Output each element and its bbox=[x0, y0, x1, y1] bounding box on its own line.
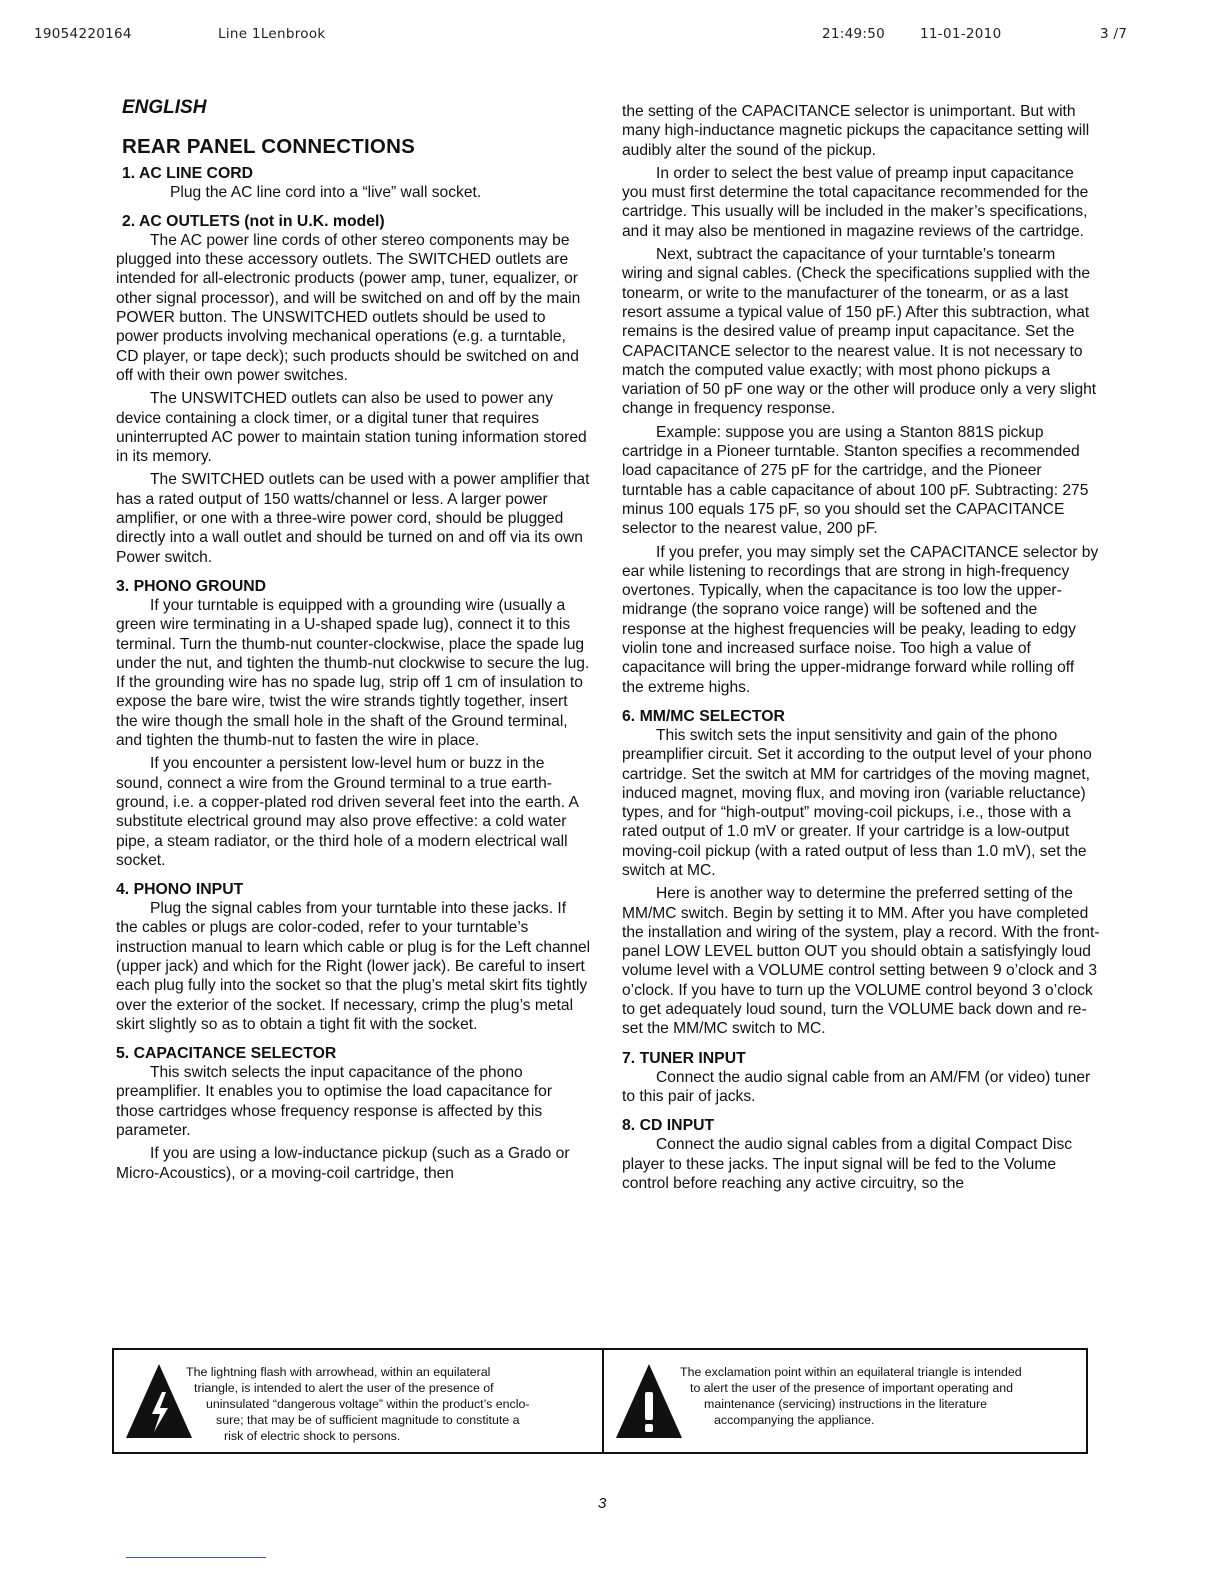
warning-line: maintenance (servicing) instructions in the literature bbox=[704, 1397, 988, 1411]
language-label: ENGLISH bbox=[122, 97, 207, 118]
bottom-rule bbox=[126, 1557, 266, 1558]
paragraph: Plug the signal cables from your turntable into these jacks. If the cables or plugs are color-coded, refer to your turntable’s instruction manual to learn which cable or plug is for the Left channel (upper jack) and which for the Right (lower jack). Be careful to insert each plug fully into the socket so that the plug’s metal skirt fits tightly over the exterior of the socket. If necessary, crimp the plug’s metal skirt slightly so as to obtain a tight fit with the socket. bbox=[116, 900, 591, 1033]
paragraph: The AC power line cords of other stereo components may be plugged into these accessory outlets. The SWITCHED outlets are intended for all-electronic products (power amp, tuner, equalizer, or other signal processor), and will be switched on and off by the main POWER button. The UNSWITCHED outlets should be used to power products involving mechanical operations (e.g. a turntable, CD player, or tape deck); such products should be switched on and off with their own power switches. bbox=[116, 231, 581, 384]
paragraph: The UNSWITCHED outlets can also be used to power any device containing a clock timer, or a digital tuner that requires uninterrupted AC power to maintain station tuning information stored in its memory. bbox=[116, 390, 587, 466]
page-number: 3 bbox=[598, 1495, 607, 1512]
paragraph: If you are using a low-inductance pickup (such as a Grado or Micro-Acoustics), or a moving-coil cartridge, then bbox=[116, 1145, 570, 1182]
warning-line: triangle, is intended to alert the user of the presence of bbox=[194, 1381, 494, 1395]
fax-number: 19054220164 bbox=[34, 26, 132, 42]
exclamation-triangle-icon bbox=[614, 1362, 684, 1440]
section-heading: 1. AC LINE CORD bbox=[122, 164, 254, 182]
paragraph: If your turntable is equipped with a grounding wire (usually a green wire terminating in a U-shaped spade lug), connect it to this terminal. Turn the thumb-nut counter-clockwise, place the spade lug under the nut, and tighten the thumb-nut clockwise to secure the lug. If the grounding wire has no spade lug, strip off 1 cm of insulation to expose the bare wire, twist the wire strands tightly together, insert the wire though the small hole in the shaft of the Ground terminal, and tighten the thumb-nut to fasten the wire in place. bbox=[116, 596, 590, 750]
fax-date: 11-01-2010 bbox=[920, 26, 1002, 42]
paragraph: If you encounter a persistent low-level hum or buzz in the sound, connect a wire from the Ground terminal to a true earth-ground, i.e. a copper-plated rod driven several feet into the earth. A substitute electrical ground may also prove effective: a cold water pipe, a steam radiator, or the third hole of a modern electrical wall socket. bbox=[116, 755, 579, 869]
section-heading: 4. PHONO INPUT bbox=[116, 881, 244, 899]
exclamation-warning-box bbox=[602, 1348, 1088, 1454]
paragraph: Here is another way to determine the preferred setting of the MM/MC switch. Begin by setting it to MM. After you have completed the installation and wiring of the system, play a record. With the front-panel LOW LEVEL button OUT you should obtain a satisfyingly loud volume level with a VOLUME control setting between 9 o’clock and 3 o’clock. If you have to turn up the VOLUME control beyond 3 o’clock to get adequately loud sound, turn the VOLUME back down and re-set the MM/MC switch to MC. bbox=[622, 885, 1100, 1038]
lightning-triangle-icon bbox=[124, 1362, 194, 1440]
paragraph: If you prefer, you may simply set the CAPACITANCE selector by ear while listening to recordings that are strong in high-frequency overtones. Typically, when the capacitance is too low the upper-midrange (the soprano voice range) will be softened and the response at the highest frequencies will be peaky, leading to edgy violin tone and increased surface noise. Too high a value of capacitance will bring the upper-midrange forward while rolling off the extreme highs. bbox=[622, 543, 1099, 696]
paragraph: Example: suppose you are using a Stanton 881S pickup cartridge in a Pioneer turntable. Stanton specifies a recommended load capacitance of 275 pF for the cartridge, and the Pioneer turntable has a cable capacitance of about 100 pF. Subtracting: 275 minus 100 equals 175 pF, so you should set the CAPACITANCE selector to the nearest value, 200 pF. bbox=[622, 423, 1089, 538]
warning-line: The exclamation point within an equilateral triangle is intended bbox=[680, 1365, 1022, 1379]
section-heading: 7. TUNER INPUT bbox=[622, 1049, 746, 1067]
warning-line: to alert the user of the presence of important operating and bbox=[690, 1381, 1014, 1395]
lightning-warning-box bbox=[112, 1348, 604, 1454]
warning-line: uninsulated “dangerous voltage” within the product’s enclo- bbox=[206, 1397, 530, 1411]
section-heading: 6. MM/MC SELECTOR bbox=[622, 707, 785, 725]
page-title: REAR PANEL CONNECTIONS bbox=[122, 135, 415, 159]
paragraph: the setting of the CAPACITANCE selector is unimportant. But with many high-inductance magnetic pickups the capacitance setting will audibly alter the sound of the pickup. bbox=[622, 103, 1090, 159]
paragraph: Next, subtract the capacitance of your turntable’s tonearm wiring and signal cables. (Check the specifications supplied with the tonearm, or write to the manufacturer of the tonearm, or as a last resort assume a typical value of 150 pF.) After this subtraction, what remains is the desired value of preamp input capacitance. Set the CAPACITANCE selector to the nearest value. It is not necessary to match the computed value exactly; with most phono pickups a variation of 50 pF one way or the other will produce only a very slight change in frequency response. bbox=[622, 246, 1097, 418]
paragraph: Connect the audio signal cables from a digital Compact Disc player to these jacks. The input signal will be fed to the Volume control before reaching any active circuitry, so the bbox=[622, 1136, 1073, 1192]
paragraph: Plug the AC line cord into a “live” wall socket. bbox=[170, 183, 482, 201]
exclamation-warning-text bbox=[680, 1364, 1080, 1428]
warning-line: The lightning flash with arrowhead, within an equilateral bbox=[186, 1365, 491, 1379]
section-heading: 3. PHONO GROUND bbox=[116, 577, 267, 595]
right-column bbox=[622, 102, 1100, 1197]
lightning-warning-text bbox=[186, 1364, 596, 1444]
paragraph: Connect the audio signal cable from an AM/FM (or video) tuner to this pair of jacks. bbox=[622, 1068, 1091, 1105]
section-heading: 5. CAPACITANCE SELECTOR bbox=[116, 1045, 337, 1063]
fax-time: 21:49:50 bbox=[822, 26, 886, 42]
paragraph: This switch selects the input capacitance of the phono preamplifier. It enables you to optimise the load capacitance for those cartridges whose frequency response is affected by this parameter. bbox=[116, 1064, 553, 1140]
warning-line: sure; that may be of sufficient magnitude to constitute a bbox=[216, 1413, 520, 1427]
section-heading: 8. CD INPUT bbox=[622, 1117, 715, 1135]
fax-page: 3 /7 bbox=[1100, 26, 1128, 42]
warning-line: risk of electric shock to persons. bbox=[224, 1429, 401, 1443]
paragraph: The SWITCHED outlets can be used with a power amplifier that has a rated output of 150 watts/channel or less. A larger power amplifier, or one with a three-wire power cord, should be plugged directly into a wall outlet and should be turned on and off via its own Power switch. bbox=[116, 471, 590, 566]
paragraph: In order to select the best value of preamp input capacitance you must first determine the total capacitance recommended for the cartridge. This usually will be included in the maker’s specifications, and it may also be mentioned in magazine reviews of the cartridge. bbox=[622, 164, 1089, 240]
section-heading: 2. AC OUTLETS (not in U.K. model) bbox=[122, 212, 385, 230]
fax-line: Line 1Lenbrook bbox=[218, 26, 326, 42]
left-column bbox=[116, 98, 592, 1187]
warning-line: accompanying the appliance. bbox=[714, 1413, 875, 1427]
paragraph: This switch sets the input sensitivity and gain of the phono preamplifier circuit. Set it according to the output level of your phono cartridge. Set the switch at MM for cartridges of the moving magnet, induced magnet, moving flux, and moving iron (variable reluctance) types, and for “high-output” moving-coil pickups, i.e., those with a rated output of 1.0 mV or greater. If your cartridge is a low-output moving-coil pickup (with a rated output of less than 1.0 mV), set the switch at MC. bbox=[622, 726, 1092, 879]
